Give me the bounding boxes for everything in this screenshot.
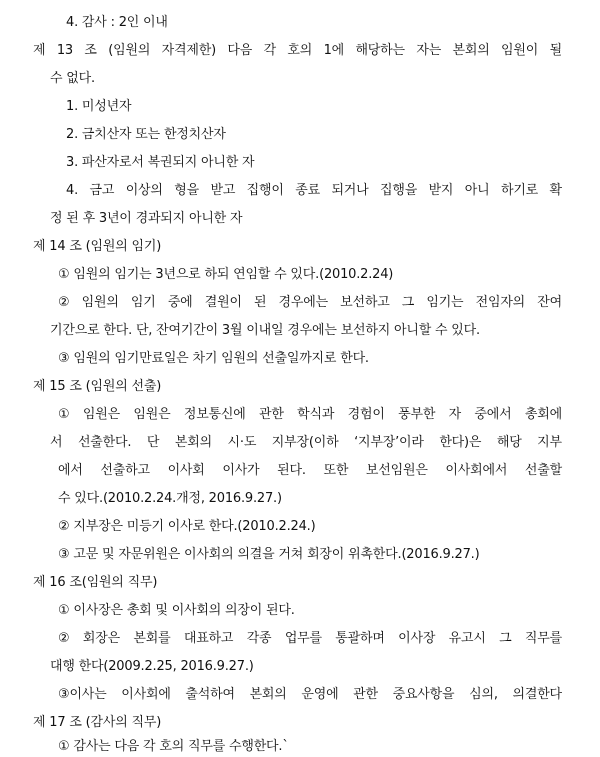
text-line: ③ 임원의 임기만료일은 차기 임원의 선출일까지로 한다.: [58, 351, 369, 366]
word: 보선하고: [340, 295, 390, 310]
word: 잔여: [537, 295, 562, 310]
word: 그: [499, 631, 512, 646]
word: 각종: [246, 631, 272, 646]
word: 에서: [58, 463, 83, 478]
text-line: ① 이사장은 총회 및 이사회의 의장이 된다.: [58, 603, 295, 618]
word: 이사회에: [121, 687, 171, 702]
text-line: 정 된 후 3년이 경과되지 아니한 자: [50, 211, 243, 226]
word: 보선임원은: [365, 463, 428, 478]
word: 아니: [464, 183, 490, 198]
word: 하기로: [500, 183, 539, 198]
word: ‘지부장’이라: [354, 435, 424, 450]
word: 본회의: [174, 435, 212, 450]
word: 집행이: [246, 183, 284, 198]
word: 이사가: [222, 463, 260, 478]
word: 해당하는: [355, 43, 405, 58]
word: 호의: [287, 43, 313, 58]
word: 제: [33, 43, 46, 58]
text-line: ① 감사는 다음 각 호의 직무를 수행한다.`: [58, 739, 289, 754]
article-heading: 제 16 조(임원의 직무): [33, 575, 158, 590]
word: 이사회: [167, 463, 205, 478]
word: 지부: [537, 435, 562, 450]
text-line: ③ 고문 및 자문위원은 이사회의 의결을 거쳐 회장이 위촉한다.(2016.9.27.): [58, 547, 480, 562]
justified-text-line: [58, 294, 562, 312]
word: 또한: [323, 463, 349, 478]
word: 받고: [210, 183, 236, 198]
word: 결원이: [204, 295, 242, 310]
article-heading: 제 14 조 (임원의 임기): [33, 239, 162, 254]
article-heading: 제 17 조 (감사의 직무): [33, 715, 162, 730]
text-line: 대행 한다(2009.2.25, 2016.9.27.): [50, 659, 254, 674]
word: 경험이: [347, 407, 385, 422]
word: 된다.: [277, 463, 306, 478]
word: 이상의: [125, 183, 163, 198]
word: 1에: [323, 43, 344, 58]
text-line: 4. 감사 : 2인 이내: [66, 15, 168, 30]
word: 자: [448, 407, 461, 422]
justified-text-line: [50, 434, 562, 452]
word: ③이사는: [58, 687, 107, 702]
word: 운영에: [301, 687, 339, 702]
word: 다음: [227, 43, 253, 58]
word: 서: [50, 435, 63, 450]
word: 이사장: [398, 631, 436, 646]
word: 확: [549, 183, 562, 198]
word: 조: [84, 43, 97, 58]
word: 업무를: [284, 631, 322, 646]
text-line: 기간으로 한다. 단, 잔여기간이 3월 이내일 경우에는 보선하지 아니할 수 있다.: [50, 323, 480, 338]
word: 될: [549, 43, 562, 58]
word: 된: [254, 295, 267, 310]
word: 각: [263, 43, 276, 58]
word: ①: [58, 407, 70, 422]
word: 회장은: [82, 631, 120, 646]
word: 본회의: [452, 43, 490, 58]
word: ②: [58, 631, 70, 646]
article-heading: 제 15 조 (임원의 선출): [33, 379, 162, 394]
word: 선출하고: [100, 463, 150, 478]
word: 그: [401, 295, 415, 310]
word: 금고: [89, 183, 115, 198]
word: 임원이: [501, 43, 539, 58]
word: 종료: [295, 183, 320, 198]
word: (임원의: [108, 43, 151, 58]
text-line: 2. 금치산자 또는 한정치산자: [66, 127, 226, 142]
word: 전임자의: [475, 295, 526, 310]
word: 임기는: [426, 295, 464, 310]
word: 경우에는: [278, 295, 328, 310]
text-line: ① 임원의 임기는 3년으로 하되 연임할 수 있다.(2010.2.24): [58, 267, 394, 282]
word: 의결한다: [512, 687, 562, 702]
word: 총회에: [524, 407, 562, 422]
text-line: 3. 파산자로서 복권되지 아니한 자: [66, 155, 255, 170]
word: 본회의: [249, 687, 287, 702]
justified-text-line: [33, 42, 562, 60]
word: 받지: [428, 183, 454, 198]
word: 되거나: [331, 183, 369, 198]
word: 중에: [167, 295, 193, 310]
word: 관한: [259, 407, 284, 422]
word: 해당: [496, 435, 522, 450]
word: 13: [56, 43, 73, 58]
word: 정보통신에: [183, 407, 246, 422]
word: 자는: [416, 43, 442, 58]
word: 유고시: [448, 631, 486, 646]
word: 선출한다.: [77, 435, 132, 450]
word: 대표하고: [183, 631, 234, 646]
word: 단: [146, 435, 160, 450]
justified-text-line: [58, 630, 562, 648]
word: ②: [58, 295, 70, 310]
word: 임원은: [82, 407, 120, 422]
word: 풍부한: [398, 407, 436, 422]
word: 임원은: [133, 407, 171, 422]
word: 학식과: [297, 407, 335, 422]
word: 직무를: [524, 631, 562, 646]
text-line: 수 있다.(2010.2.24.개정, 2016.9.27.): [58, 491, 282, 506]
word: 임기: [130, 295, 156, 310]
word: 선출할: [524, 463, 562, 478]
justified-text-line: [58, 686, 562, 704]
word: 심의,: [469, 687, 498, 702]
word: 중요사항을: [392, 687, 455, 702]
word: 4.: [66, 183, 79, 198]
text-line: 수 없다.: [50, 71, 95, 86]
word: 관한: [353, 687, 378, 702]
word: 출석하여: [185, 687, 235, 702]
word: 임원의: [81, 295, 119, 310]
word: 중에서: [474, 407, 512, 422]
word: 자격제한): [161, 43, 216, 58]
word: 집행을: [380, 183, 418, 198]
justified-text-line: [66, 182, 562, 200]
word: 통괄하며: [335, 631, 385, 646]
word: 형을: [174, 183, 199, 198]
justified-text-line: [58, 406, 562, 424]
word: 본회를: [133, 631, 171, 646]
word: 이사회에서: [445, 463, 508, 478]
text-line: 1. 미성년자: [66, 99, 132, 114]
word: 한다)은: [439, 435, 482, 450]
text-line: ② 지부장은 미등기 이사로 한다.(2010.2.24.): [58, 519, 316, 534]
word: 지부장(이하: [271, 435, 339, 450]
word: 시·도: [227, 435, 257, 450]
justified-text-line: [58, 462, 562, 480]
